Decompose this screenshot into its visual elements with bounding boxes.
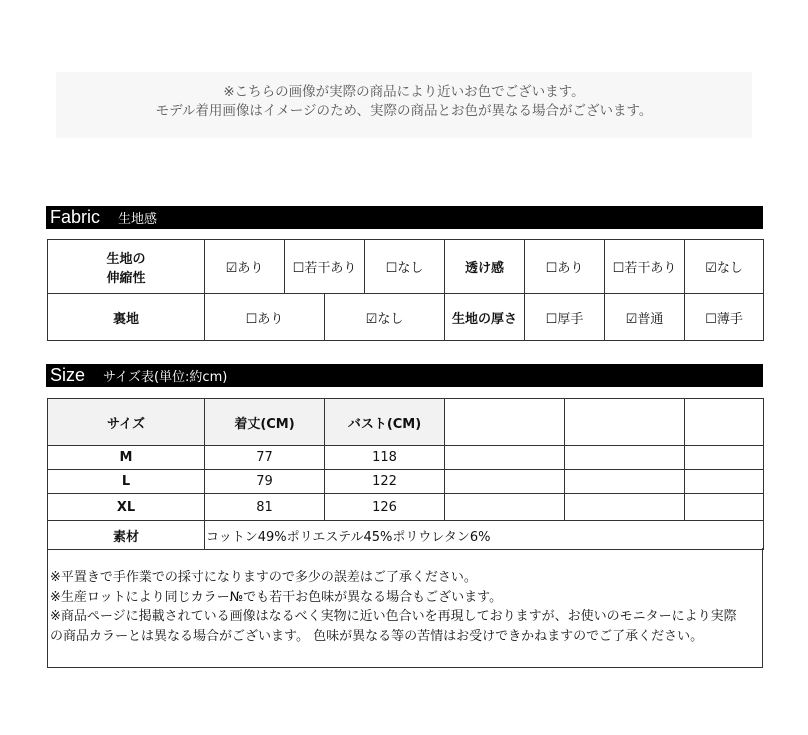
size-table [47, 398, 764, 550]
lining-option-yes: ☐あり [205, 294, 325, 341]
sheer-label: 透け感 [445, 240, 525, 294]
size-header-bar [46, 364, 763, 387]
sheer-option-slight: ☐若干あり [605, 240, 685, 294]
thickness-label: 生地の厚さ [445, 294, 525, 341]
size-cell: L [48, 470, 205, 494]
sheer-option-none: ☑なし [685, 240, 764, 294]
size-cell: M [48, 446, 205, 470]
notice-line-1: ※こちらの画像が実際の商品により近いお色でございます。 [223, 84, 585, 100]
fabric-table [47, 239, 764, 341]
note-line: ※商品ページに掲載されている画像はなるべく実物に近い色合いを再現しておりますが、お使いのモニターにより実際 [50, 609, 737, 624]
empty-cell [685, 446, 764, 470]
size-header-size: サイズ [48, 399, 205, 446]
stretch-option-yes: ☑あり [205, 240, 285, 294]
empty-cell [565, 494, 685, 521]
size-header-bust: バスト(CM) [325, 399, 445, 446]
table-row [48, 494, 764, 521]
stretch-label-line-2: 伸縮性 [106, 270, 146, 286]
empty-cell [565, 446, 685, 470]
empty-cell [685, 494, 764, 521]
notes-box [47, 548, 763, 668]
bust-cell: 122 [325, 470, 445, 494]
stretch-label [48, 240, 205, 294]
stretch-label-line-1: 生地の [106, 251, 146, 267]
size-subtitle: サイズ表(単位:約cm) [103, 370, 228, 385]
size-header-length: 着丈(CM) [205, 399, 325, 446]
size-cell: XL [48, 494, 205, 521]
thickness-option-normal: ☑普通 [605, 294, 685, 341]
fabric-subtitle: 生地感 [118, 212, 158, 227]
fabric-header-bar [46, 206, 763, 229]
note-line: の商品カラーとは異なる場合がございます。 色味が異なる等の苦情はお受けできかねますのでご了承ください。 [50, 628, 704, 644]
length-cell: 79 [205, 470, 325, 494]
size-header-empty [685, 399, 764, 446]
size-header-empty [445, 399, 565, 446]
table-row [48, 470, 764, 494]
empty-cell [445, 494, 565, 521]
material-label: 素材 [48, 521, 205, 550]
empty-cell [685, 470, 764, 494]
length-cell: 81 [205, 494, 325, 521]
notice-line-2: モデル着用画像はイメージのため、実際の商品とお色が異なる場合がございます。 [155, 103, 653, 119]
bust-cell: 126 [325, 494, 445, 521]
empty-cell [445, 470, 565, 494]
note-line: ※平置きで手作業での採寸になりますので多少の誤差はご了承ください。 [50, 570, 477, 585]
length-cell: 77 [205, 446, 325, 470]
material-value: コットン49%ポリエステル45%ポリウレタン6% [205, 521, 764, 550]
size-header-empty [565, 399, 685, 446]
note-line: ※生産ロットにより同じカラー№でも若干お色味が異なる場合もございます。 [50, 589, 503, 605]
lining-label: 裏地 [48, 294, 205, 341]
stretch-option-none: ☐なし [365, 240, 445, 294]
stretch-option-slight: ☐若干あり [285, 240, 365, 294]
sheer-option-yes: ☐あり [525, 240, 605, 294]
thickness-option-thick: ☐厚手 [525, 294, 605, 341]
empty-cell [445, 446, 565, 470]
color-notice [56, 72, 752, 138]
empty-cell [565, 470, 685, 494]
table-row [48, 446, 764, 470]
thickness-option-thin: ☐薄手 [685, 294, 764, 341]
size-title: Size [50, 365, 86, 385]
bust-cell: 118 [325, 446, 445, 470]
lining-option-none: ☑なし [325, 294, 445, 341]
fabric-title: Fabric [50, 207, 101, 227]
